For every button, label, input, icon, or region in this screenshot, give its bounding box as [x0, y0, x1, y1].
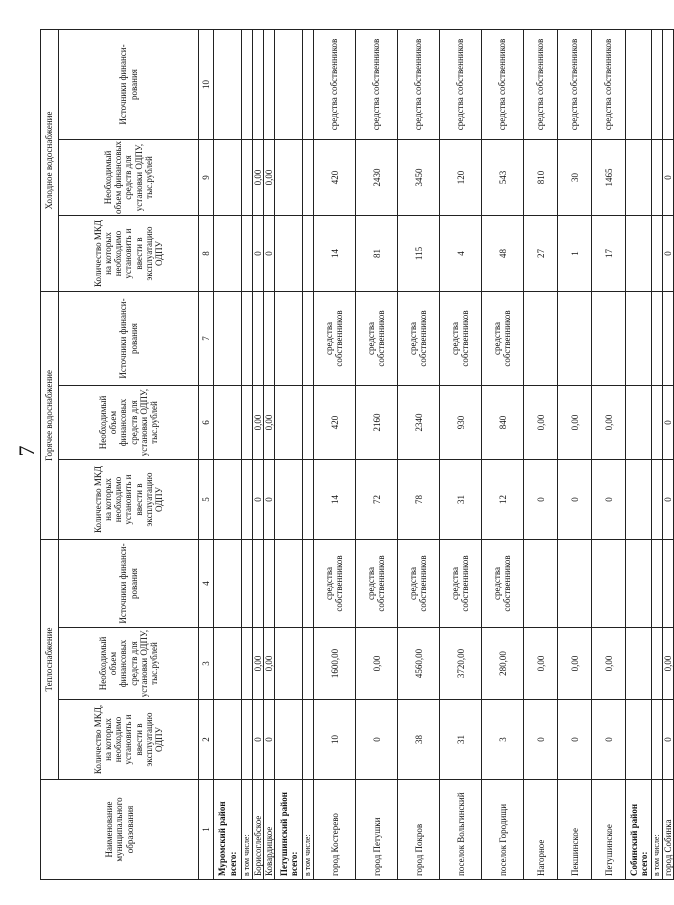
cell: 0,00 [264, 140, 275, 216]
cell: 0,00 [253, 628, 264, 700]
col-number: 6 [199, 386, 214, 460]
header-volume-hot: Необходимый объем финансовых средств для установки ОДПУ, тыс.рублей [59, 386, 199, 460]
cell: 0,00 [524, 386, 558, 460]
cell [275, 30, 303, 140]
cell: 0 [253, 700, 264, 780]
cell: 115 [398, 216, 440, 292]
cell: 10 [314, 700, 356, 780]
cell [626, 628, 652, 700]
cell: 1600,00 [314, 628, 356, 700]
cell: средства собственников [356, 30, 398, 140]
cell: средства собственников [592, 30, 626, 140]
cell: 0,00 [253, 386, 264, 460]
cell [264, 30, 275, 140]
cell [275, 216, 303, 292]
cell: 0 [663, 140, 674, 216]
cell [626, 700, 652, 780]
cell: 0,00 [592, 628, 626, 700]
col-number: 10 [199, 30, 214, 140]
cell [626, 540, 652, 628]
header-qty-heat: Количество МКД, на которых необходимо установить и ввести в эксплуатацию ОДПУ [59, 700, 199, 780]
cell [663, 30, 674, 140]
table-row [214, 30, 242, 880]
cell [275, 460, 303, 540]
cell: 0 [264, 460, 275, 540]
table-row [558, 30, 592, 880]
col-number: 8 [199, 216, 214, 292]
cell [524, 292, 558, 386]
cell: 0 [264, 700, 275, 780]
cell: средства собственников [482, 292, 524, 386]
cell: 3450 [398, 140, 440, 216]
cell: 0 [253, 216, 264, 292]
col-number: 7 [199, 292, 214, 386]
cell [592, 292, 626, 386]
cell [253, 30, 264, 140]
col-number: 2 [199, 700, 214, 780]
row-name: в том числе: [303, 780, 314, 880]
header-source-cold: Источники финанси-рования [59, 30, 199, 140]
cell [626, 386, 652, 460]
cell: 2160 [356, 386, 398, 460]
col-number: 3 [199, 628, 214, 700]
cell: средства собственников [398, 30, 440, 140]
cell [214, 628, 242, 700]
header-source-heat: Источники финанси-рования [59, 540, 199, 628]
cell [242, 628, 253, 700]
cell [214, 386, 242, 460]
cell [242, 386, 253, 460]
header-volume-heat: Необходимый объем финансовых средств для установки ОДПУ, тыс.рублей [59, 628, 199, 700]
cell: 120 [440, 140, 482, 216]
row-name: Нагорное [524, 780, 558, 880]
cell: 0 [592, 460, 626, 540]
cell: 420 [314, 140, 356, 216]
table-row [275, 30, 303, 880]
cell [214, 700, 242, 780]
cell: 0,00 [524, 628, 558, 700]
cell: 30 [558, 140, 592, 216]
cell [303, 460, 314, 540]
cell [275, 628, 303, 700]
cell [303, 540, 314, 628]
row-name: поселок Городищи [482, 780, 524, 880]
header-source-hot: Источники финанси-рования [59, 292, 199, 386]
column-number-row [199, 30, 214, 880]
header-qty-hot: Количество МКД на которых необходимо установить и ввести в эксплуатацию ОДПУ [59, 460, 199, 540]
cell [242, 216, 253, 292]
cell: 4560,00 [398, 628, 440, 700]
cell: 0,00 [264, 628, 275, 700]
rotated-table-wrapper [40, 30, 674, 880]
cell [275, 292, 303, 386]
cell: 0,00 [356, 628, 398, 700]
col-number: 1 [199, 780, 214, 880]
cell: 48 [482, 216, 524, 292]
row-name: Ковардицкое [264, 780, 275, 880]
cell [652, 540, 663, 628]
cell: средства собственников [356, 540, 398, 628]
header-name: Наименование муниципального образования [41, 780, 199, 880]
cell [214, 292, 242, 386]
cell: 0 [663, 700, 674, 780]
group-hot-water: Горячее водоснабжение [41, 292, 59, 540]
cell [626, 460, 652, 540]
cell: средства собственников [398, 292, 440, 386]
cell: 17 [592, 216, 626, 292]
cell: 72 [356, 460, 398, 540]
cell [214, 216, 242, 292]
cell: средства собственников [482, 30, 524, 140]
row-name: Петушинское [592, 780, 626, 880]
cell [275, 386, 303, 460]
cell [652, 460, 663, 540]
cell: 0,00 [558, 386, 592, 460]
table-row [253, 30, 264, 880]
cell: средства собственников [482, 540, 524, 628]
cell [214, 540, 242, 628]
cell: средства собственников [440, 30, 482, 140]
cell [214, 460, 242, 540]
cell [275, 540, 303, 628]
cell: 14 [314, 460, 356, 540]
cell [275, 140, 303, 216]
row-name: Петушинский район всего: [275, 780, 303, 880]
cell [275, 700, 303, 780]
cell: 14 [314, 216, 356, 292]
row-name: город Костерево [314, 780, 356, 880]
cell: 0,00 [592, 386, 626, 460]
cell: средства собственников [398, 540, 440, 628]
row-name: Собинский район всего: [626, 780, 652, 880]
cell: 31 [440, 700, 482, 780]
cell: 420 [314, 386, 356, 460]
cell [652, 30, 663, 140]
row-name: в том числе: [652, 780, 663, 880]
table-row [264, 30, 275, 880]
cell [652, 700, 663, 780]
cell: 0 [558, 460, 592, 540]
table-row [652, 30, 663, 880]
cell [303, 628, 314, 700]
page-number: 7 [14, 445, 39, 457]
cell [242, 540, 253, 628]
cell: 0,00 [663, 628, 674, 700]
table-row [482, 30, 524, 880]
cell: 38 [398, 700, 440, 780]
cell [264, 292, 275, 386]
cell [524, 540, 558, 628]
cell [303, 140, 314, 216]
cell: 0 [356, 700, 398, 780]
cell: 78 [398, 460, 440, 540]
row-name: Пекшинское [558, 780, 592, 880]
cell [558, 540, 592, 628]
cell: 4 [440, 216, 482, 292]
cell [242, 292, 253, 386]
col-number: 4 [199, 540, 214, 628]
header-volume-cold: Необходимый объем финансовых средств для установки ОДПУ, тыс.рублей [59, 140, 199, 216]
cell [303, 386, 314, 460]
row-name: в том числе: [242, 780, 253, 880]
cell: 0 [524, 700, 558, 780]
table-row [663, 30, 674, 880]
cell [626, 292, 652, 386]
cell [652, 628, 663, 700]
cell: средства собственников [314, 292, 356, 386]
cell: 0 [663, 460, 674, 540]
cell: 1465 [592, 140, 626, 216]
cell [652, 140, 663, 216]
cell: средства собственников [440, 292, 482, 386]
table-row [314, 30, 356, 880]
cell: 840 [482, 386, 524, 460]
cell: 930 [440, 386, 482, 460]
row-name: поселок Вольгинский [440, 780, 482, 880]
table-row [356, 30, 398, 880]
cell: 12 [482, 460, 524, 540]
table-row [242, 30, 253, 880]
cell [303, 30, 314, 140]
cell: 0 [663, 216, 674, 292]
cell: 810 [524, 140, 558, 216]
cell [626, 30, 652, 140]
table-row [626, 30, 652, 880]
cell: средства собственников [524, 30, 558, 140]
row-name: город Петушки [356, 780, 398, 880]
table-row [592, 30, 626, 880]
cell: 3720,00 [440, 628, 482, 700]
table-row [440, 30, 482, 880]
cell: 0,00 [264, 386, 275, 460]
cell: 0 [264, 216, 275, 292]
table-row [524, 30, 558, 880]
header-qty-cold: Количество МКД на которых необходимо установить и ввести в эксплуатацию ОДПУ [59, 216, 199, 292]
cell: 280,00 [482, 628, 524, 700]
cell: 2340 [398, 386, 440, 460]
cell: 2430 [356, 140, 398, 216]
cell: 27 [524, 216, 558, 292]
cell [652, 216, 663, 292]
cell [652, 292, 663, 386]
cell: 0 [592, 700, 626, 780]
odpu-table [40, 29, 674, 880]
row-name: город Собинка [663, 780, 674, 880]
cell: 3 [482, 700, 524, 780]
cell [214, 140, 242, 216]
cell [242, 30, 253, 140]
row-name: Борисоглебское [253, 780, 264, 880]
cell: 31 [440, 460, 482, 540]
cell [303, 700, 314, 780]
col-number: 5 [199, 460, 214, 540]
cell: 0 [663, 386, 674, 460]
table-row [303, 30, 314, 880]
cell: средства собственников [440, 540, 482, 628]
cell [592, 540, 626, 628]
cell: 0 [558, 700, 592, 780]
cell: средства собственников [356, 292, 398, 386]
cell: 0 [253, 460, 264, 540]
cell: средства собственников [558, 30, 592, 140]
cell [626, 140, 652, 216]
cell [663, 540, 674, 628]
cell: 543 [482, 140, 524, 216]
group-heat: Теплоснабжение [41, 540, 59, 780]
cell: 0,00 [558, 628, 592, 700]
cell [214, 30, 242, 140]
cell: 81 [356, 216, 398, 292]
col-number: 9 [199, 140, 214, 216]
row-name: город Покров [398, 780, 440, 880]
cell [242, 140, 253, 216]
cell: 1 [558, 216, 592, 292]
cell [264, 540, 275, 628]
cell [253, 540, 264, 628]
cell: средства собственников [314, 30, 356, 140]
row-name: Муромский район всего: [214, 780, 242, 880]
cell: 0 [524, 460, 558, 540]
table-row [398, 30, 440, 880]
cell [652, 386, 663, 460]
group-cold-water: Холодное водоснабжение [41, 30, 59, 292]
cell [253, 292, 264, 386]
cell [663, 292, 674, 386]
cell [303, 292, 314, 386]
cell [242, 700, 253, 780]
cell: 0,00 [253, 140, 264, 216]
cell [558, 292, 592, 386]
cell [626, 216, 652, 292]
cell [303, 216, 314, 292]
cell: средства собственников [314, 540, 356, 628]
cell [242, 460, 253, 540]
